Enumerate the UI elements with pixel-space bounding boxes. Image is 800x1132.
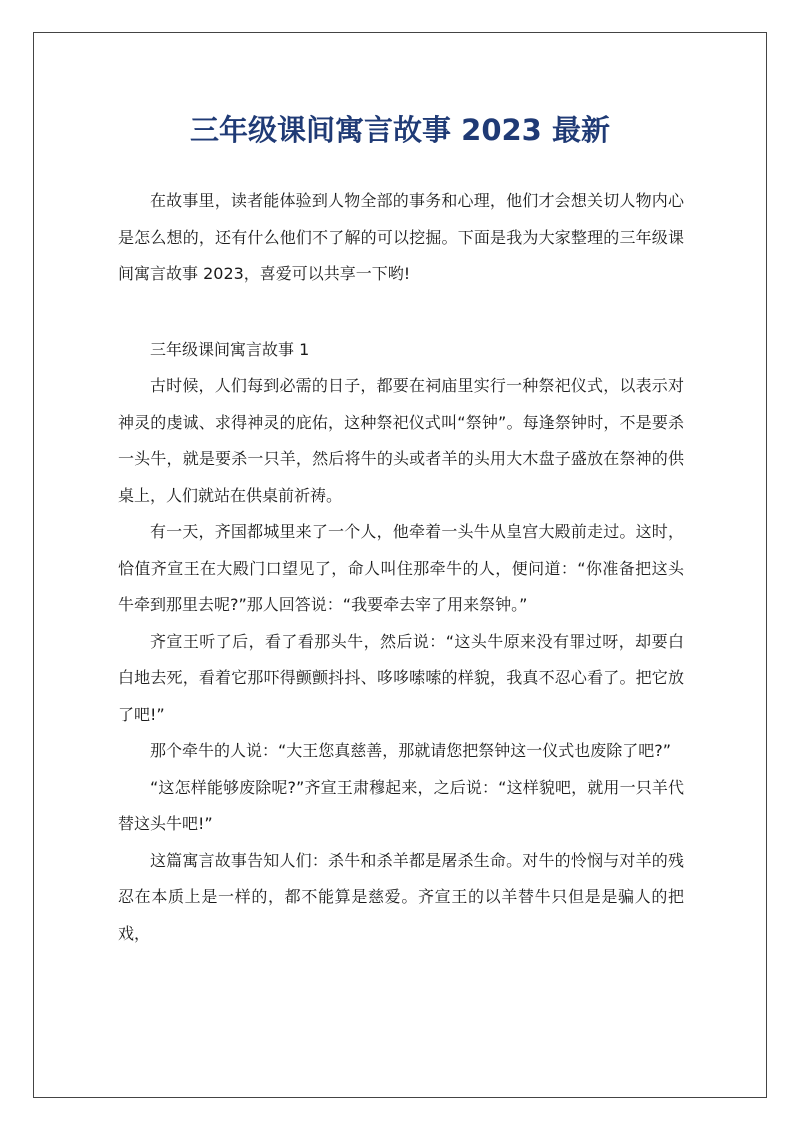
section-heading: 三年级课间寓言故事 1: [150, 339, 310, 359]
document-title: 三年级课间寓言故事 2023 最新: [190, 113, 610, 147]
body-paragraph: 齐宣王听了后，看了看那头牛，然后说：“这头牛原来没有罪过呀，却要白白地去死，看着它那吓得颤颤抖抖、哆哆嗦嗦的样貌，我真不忍心看了。把它放了吧!”: [118, 631, 684, 724]
intro-paragraph: 在故事里，读者能体验到人物全部的事务和心理，他们才会想关切人物内心是怎么想的，还有什么他们不了解的可以挖掘。下面是我为大家整理的三年级课间寓言故事 2023，喜爱可以共享一下哟!: [118, 191, 684, 283]
document-body: [118, 183, 684, 952]
body-paragraph: “这怎样能够废除呢?”齐宣王肃穆起来，之后说：“这样貌吧，就用一只羊代替这头牛吧!”: [118, 777, 684, 833]
body-paragraph: 这篇寓言故事告知人们：杀牛和杀羊都是屠杀生命。对牛的怜悯与对羊的残忍在本质上是一样的，都不能算是慈爱。齐宣王的以羊替牛只但是是骗人的把戏，: [118, 850, 684, 943]
body-paragraph: 那个牵牛的人说：“大王您真慈善，那就请您把祭钟这一仪式也废除了吧?”: [150, 741, 672, 760]
body-paragraph: 古时候，人们每到必需的日子，都要在祠庙里实行一种祭祀仪式，以表示对神灵的虔诚、求得神灵的庇佑，这种祭祀仪式叫“祭钟”。每逢祭钟时，不是要杀一头牛，就是要杀一只羊，然后将牛的头或者羊的头用大木盘子盛放在祭神的供桌上，人们就站在供桌前祈祷。: [118, 376, 684, 505]
body-paragraph: 有一天，齐国都城里来了一个人，他牵着一头牛从皇宫大殿前走过。这时，恰值齐宣王在大殿门口望见了，命人叫住那牵牛的人，便问道：“你准备把这头牛牵到那里去呢?”那人回答说：“我要牵去宰了用来祭钟。”: [118, 522, 684, 614]
